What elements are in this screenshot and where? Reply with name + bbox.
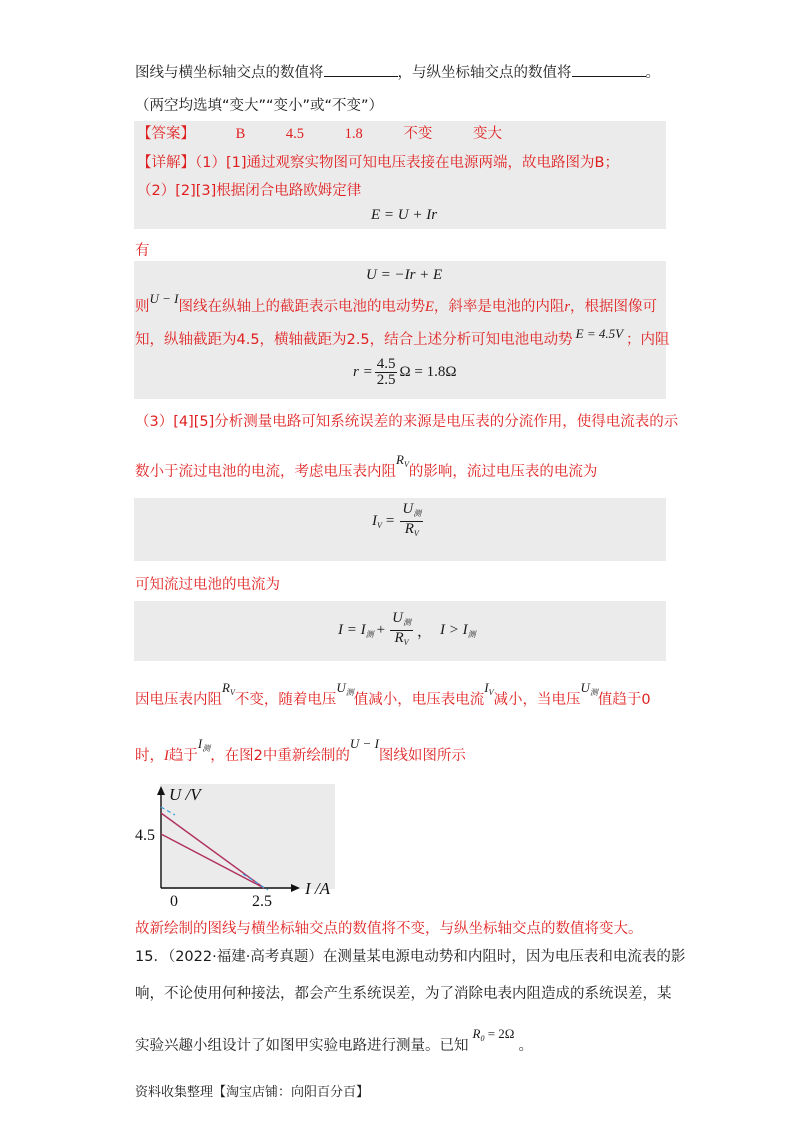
p4-text-a: 知，纵轴截距为4.5，横轴截距为2.5，结合上述分析可知电池电动势 [135,332,573,348]
p3-text-c: ，斜率是电池的内阻 [433,299,565,315]
p6-text-a: 数小于流过电池的电流，考虑电压表内阻 [135,464,396,480]
equation-4 [372,502,425,541]
explanation-p3 [135,291,658,317]
answer-blank-1 [324,62,398,77]
question-text-a: 图线与横坐标轴交点的数值将 [135,65,324,81]
p9-I: I [164,748,169,764]
p9-text-b: 趋于 [168,748,198,764]
graph-y-tick: 4.5 [135,827,155,844]
p6-rv: $R_V$ [396,452,409,469]
answer-label: 【答案】 [137,126,195,142]
equation-1: E = U + Ir [371,207,438,223]
eq5-a: $I = I_测$ [338,621,374,639]
answer-row [137,124,502,144]
p8-text-b: 不变，随着电压 [234,692,337,708]
eq3-num: 4.5 [376,356,396,372]
p9-i-measured: $I_测$ [197,736,211,753]
explanation-label: 【详解】 [137,155,195,171]
question-15-line-1: 15．（2022·福建·高考真题）在测量某电源电动势和内阻时，因为电压表和电流表的影 [135,949,686,965]
eq5-plus: + [376,622,386,638]
question-15-line-2: 响，不论使用何种接法，都会产生系统误差，为了消除电表内阻造成的系统误差，某 [135,986,672,1002]
p8-text-e: 值趋于0 [597,692,651,708]
p3-E: E [425,299,434,315]
answer-value-3: 1.8 [344,126,363,142]
p3-text-b: 图线在纵轴上的截距表示电池的电动势 [178,299,425,315]
p4-eq: E = 4.5V [575,326,624,341]
explanation-p8 [135,680,651,715]
p9-text-d: 图线如图所示 [378,748,466,764]
explanation-p7: 可知流过电池的电流为 [135,577,280,593]
p8-text-d: 减小，当电压 [493,692,581,708]
question-15-line-3 [135,1026,533,1061]
explanation-p1: （1）[1]通过观察实物图可知电压表接在电源两端，故电路图为B； [195,155,619,171]
answer-value-1: B [235,126,246,142]
p8-u: $U_测$ [336,680,354,697]
explanation-line-1 [137,153,619,173]
eq5-b: $I > I_测$ [439,621,476,639]
graph-x-label: I /A [305,879,331,898]
eq3-right: Ω = 1.8Ω [399,364,457,380]
p8-iv: $I_V$ [484,680,494,697]
graph-origin: 0 [170,893,178,910]
answer-blank-2 [572,62,646,77]
graph-y-label: U /V [169,785,201,804]
answer-value-2: 4.5 [285,126,305,142]
explanation-p4 [135,326,670,350]
u-i-graph [135,784,335,914]
p8-text-c: 值减小，电压表电流 [353,692,485,708]
explanation-you: 有 [135,243,150,259]
eq3-den: 2.5 [376,372,396,388]
eq5-fraction: $\frac{U_测}{R_V}$ [392,610,411,647]
p8-rv: $R_V$ [222,680,235,697]
p4-text-b: ；内阻 [626,332,670,348]
p9-text-a: 时， [135,748,164,764]
explanation-p6 [135,452,598,487]
eq5-sep: ， [416,624,432,640]
page-footer: 资料收集整理【淘宝店铺：向阳百分百】 [135,1085,370,1100]
q15-r0: $R_0 = 2\Omega$ [472,1026,515,1043]
p3-text-d: ，根据图像可 [570,299,658,315]
p3-r: r [564,299,571,315]
explanation-conclusion: 故新绘制的图线与横坐标轴交点的数值将不变，与纵坐标轴交点的数值将变大。 [135,921,643,937]
eq4-left: $I_V$ [372,513,382,530]
p8-u2: $U_测$ [580,680,598,697]
eq4-fraction: $\frac{U_测}{R_V}$ [402,501,422,538]
p6-text-b: 的影响，流过电压表的电流为 [408,464,598,480]
explanation-p2: （2）[2][3]根据闭合电路欧姆定律 [137,183,362,199]
explanation-p9 [135,736,466,771]
eq4-equals: = [385,513,395,529]
equation-2: U = −Ir + E [366,267,443,283]
p8-text-a: 因电压表内阻 [135,692,222,708]
eq3-fraction [375,357,398,388]
explanation-p5: （3）[4][5]分析测量电路可知系统误差的来源是电压表的分流作用，使得电流表的示 [135,414,679,430]
equation-3 [353,357,456,388]
question-hint: （两空均选填“变大”“变小”或“不变”） [135,98,384,114]
graph-x-tick: 2.5 [252,893,272,910]
equation-5 [338,611,476,650]
p3-text-a: 则 [135,299,150,315]
answer-value-4: 不变 [403,126,433,142]
question-text-end: 。 [645,65,660,81]
answer-value-5: 变大 [472,126,502,142]
p3-ui: U − I [149,291,179,306]
q15-end: 。 [518,1038,533,1054]
question-text-b: ，与纵坐标轴交点的数值将 [397,65,572,81]
eq3-left: r = [353,364,373,380]
p9-ui: U − I [349,736,379,751]
p9-text-c: ，在图2中重新绘制的 [210,748,350,764]
q15-text: 实验兴趣小组设计了如图甲实验电路进行测量。已知 [135,1038,469,1054]
question-fill-line [135,62,660,83]
